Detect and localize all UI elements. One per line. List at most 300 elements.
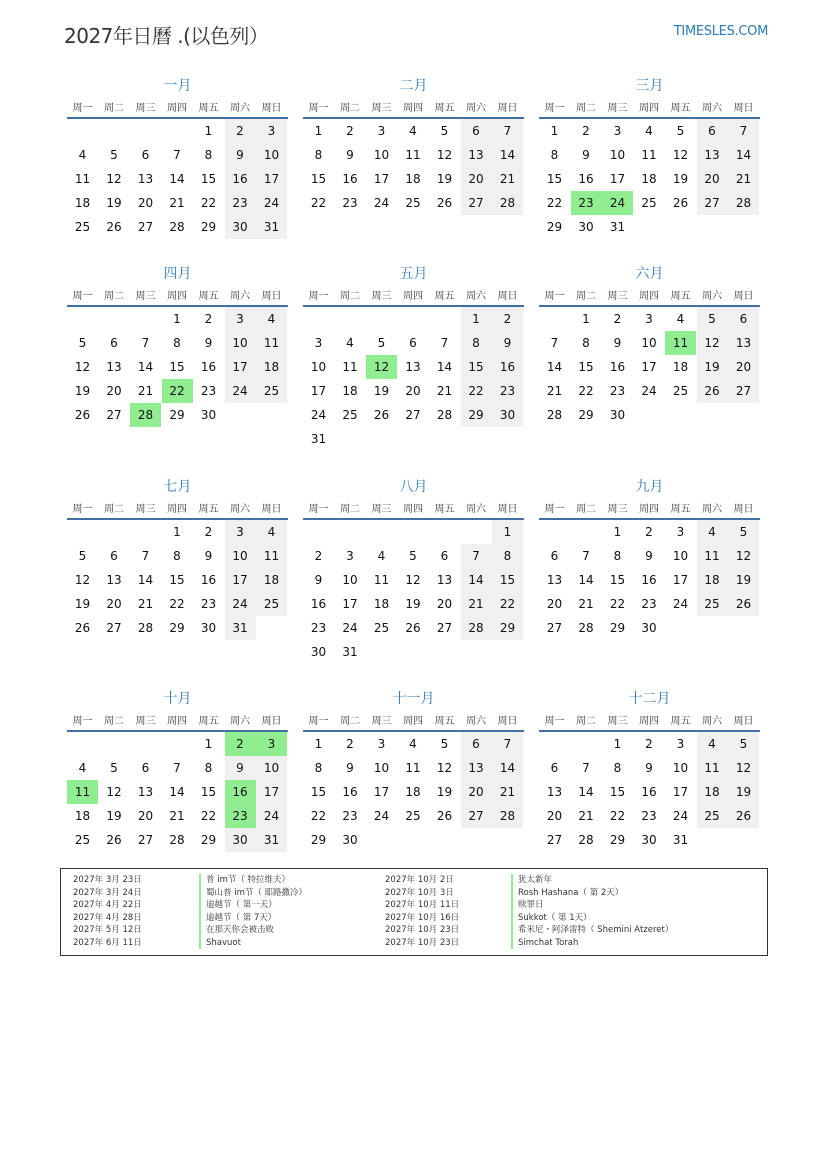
day-cell: 6 (110, 336, 118, 350)
day-cell: 13 (461, 756, 492, 780)
weekday-label: 周六 (466, 291, 486, 302)
weekday-label: 周四 (639, 291, 659, 302)
weekday-label: 周六 (702, 716, 722, 727)
day-cell: 23 (310, 621, 327, 635)
day-cell: 27 (106, 408, 122, 422)
day-cell: 19 (697, 355, 728, 379)
holiday-name: 蜀山普 im节（ 耶路撒冷） (199, 887, 307, 900)
weekday-label: 周六 (230, 716, 250, 727)
day-cell: 6 (728, 307, 759, 331)
day-cell: 16 (200, 360, 217, 374)
day-cell: 20 (697, 167, 728, 191)
day-cell: 21 (492, 780, 523, 804)
month-name: 十月 (163, 691, 192, 707)
day-cell: 16 (641, 785, 657, 799)
day-cell: 1 (173, 525, 181, 539)
weekday-label: 周六 (230, 103, 250, 114)
day-cell: 31 (256, 215, 287, 239)
holiday-name: Sukkot（ 第 1天） (511, 912, 592, 925)
day-cell: 7 (728, 119, 759, 143)
day-cell: 3 (645, 312, 653, 326)
day-cell: 29 (492, 616, 523, 640)
day-cell: 5 (409, 549, 417, 563)
day-cell: 10 (256, 143, 287, 167)
day-cell: 7 (173, 761, 181, 775)
weekday-label: 周二 (104, 716, 124, 727)
month-name: 十二月 (628, 691, 671, 707)
weekday-label: 周一 (544, 504, 565, 515)
day-cell: 19 (436, 172, 453, 186)
day-cell: 8 (173, 336, 181, 350)
day-cell: 1 (314, 124, 323, 138)
day-cell: 3 (613, 124, 622, 138)
holiday-date: 2027年 4月 22日 (73, 900, 142, 910)
weekday-header (303, 97, 524, 119)
holiday-name: 犹太新年 (511, 874, 552, 887)
day-cell: 18 (256, 355, 287, 379)
day-cell: 19 (74, 597, 91, 611)
day-cell: 24 (225, 592, 256, 616)
day-cell: 16 (609, 360, 626, 374)
day-cell: 12 (728, 544, 759, 568)
day-cell: 1 (582, 312, 590, 326)
weekday-label: 周四 (167, 504, 187, 515)
day-cell: 2 (314, 549, 323, 563)
day-cell: 15 (578, 360, 594, 374)
day-cell: 31 (310, 432, 327, 446)
weekday-label: 周二 (340, 716, 360, 727)
day-cell: 5 (440, 124, 449, 138)
day-cell: 30 (578, 220, 594, 234)
day-cell: 1 (492, 520, 523, 544)
day-cell: 21 (169, 196, 185, 210)
day-cell: 5 (110, 148, 118, 162)
day-cell: 24 (256, 804, 287, 828)
day-cell: 28 (436, 408, 453, 422)
weekday-header (539, 710, 760, 732)
day-cell: 19 (405, 597, 421, 611)
legend-row (73, 912, 393, 925)
day-cell: 18 (405, 172, 421, 186)
day-cell: 9 (645, 549, 653, 563)
month-name: 八月 (399, 479, 428, 495)
day-cell: 2 (346, 737, 354, 751)
day-cell: 7 (492, 119, 523, 143)
day-cell: 15 (609, 785, 626, 799)
month-name: 十一月 (392, 691, 435, 707)
weekday-label: 周五 (434, 291, 455, 302)
weekday-label: 周一 (308, 504, 329, 515)
weekday-label: 周六 (230, 291, 250, 302)
day-cell: 6 (461, 732, 492, 756)
day-cell: 20 (546, 597, 563, 611)
day-cell: 13 (106, 573, 122, 587)
day-cell: 2 (225, 732, 256, 756)
day-cell: 21 (728, 167, 759, 191)
day-cell: 19 (728, 780, 759, 804)
day-cell: 13 (697, 143, 728, 167)
day-cell: 26 (373, 408, 390, 422)
day-cell: 9 (645, 761, 653, 775)
legend-row (385, 912, 765, 925)
day-cell: 30 (200, 408, 217, 422)
day-cell: 6 (550, 761, 559, 775)
day-cell: 20 (137, 809, 154, 823)
day-cell: 9 (225, 143, 256, 167)
day-cell: 13 (728, 331, 759, 355)
day-cell: 12 (106, 785, 122, 799)
day-cell: 13 (546, 785, 563, 799)
day-cell: 12 (697, 331, 728, 355)
day-cell: 25 (74, 220, 91, 234)
day-cell: 23 (492, 379, 523, 403)
weekday-label: 周五 (198, 103, 219, 114)
day-cell: 21 (578, 597, 594, 611)
day-cell: 12 (366, 355, 397, 379)
day-cell: 26 (697, 379, 728, 403)
holiday-name: 赎罪日 (511, 899, 544, 912)
day-cell: 2 (204, 525, 213, 539)
weekday-label: 周五 (670, 504, 691, 515)
weekday-label: 周二 (104, 103, 124, 114)
day-cell: 15 (310, 785, 327, 799)
day-cell: 28 (728, 191, 759, 215)
day-cell: 5 (728, 732, 759, 756)
holiday-date: 2027年 5月 12日 (73, 925, 142, 935)
day-cell: 2 (225, 119, 256, 143)
day-cell: 8 (582, 336, 590, 350)
day-cell: 8 (613, 549, 622, 563)
weekday-label: 周日 (733, 103, 754, 114)
day-cell: 3 (256, 119, 287, 143)
day-cell: 22 (546, 196, 563, 210)
day-cell: 6 (110, 549, 118, 563)
weekday-label: 周一 (72, 103, 93, 114)
day-cell: 13 (461, 143, 492, 167)
day-cell: 25 (405, 196, 421, 210)
day-cell: 7 (582, 761, 590, 775)
day-cell: 24 (342, 621, 358, 635)
day-cell: 10 (373, 761, 390, 775)
day-cell: 5 (78, 549, 87, 563)
weekday-header (67, 285, 288, 307)
day-cell: 26 (728, 804, 759, 828)
holiday-date: 2027年 10月 23日 (385, 925, 460, 935)
weekday-label: 周四 (403, 504, 423, 515)
weekday-label: 周日 (733, 716, 754, 727)
weekday-label: 周三 (371, 504, 392, 515)
day-cell: 8 (314, 761, 323, 775)
day-cell: 4 (409, 737, 417, 751)
day-cell: 20 (461, 167, 492, 191)
day-cell: 26 (436, 196, 453, 210)
day-cell: 15 (200, 172, 217, 186)
weekday-header (539, 285, 760, 307)
weekday-label: 周四 (639, 504, 659, 515)
day-cell: 10 (641, 336, 657, 350)
day-cell: 23 (641, 597, 657, 611)
day-cell: 23 (200, 384, 217, 398)
day-cell: 16 (342, 785, 358, 799)
day-cell: 17 (342, 597, 358, 611)
day-cell: 25 (256, 379, 287, 403)
weekday-label: 周五 (434, 504, 455, 515)
day-cell: 4 (697, 520, 728, 544)
holiday-date: 2027年 10月 11日 (385, 900, 460, 910)
day-cell: 21 (436, 384, 453, 398)
day-cell: 28 (130, 403, 161, 427)
day-cell: 10 (672, 761, 689, 775)
day-cell: 13 (137, 785, 154, 799)
weekday-label: 周一 (308, 291, 329, 302)
day-cell: 29 (169, 408, 185, 422)
day-cell: 22 (200, 196, 217, 210)
holiday-name: 逾越节（ 第 7天） (199, 912, 276, 925)
day-cell: 26 (405, 621, 421, 635)
holiday-date: 2027年 4月 28日 (73, 912, 142, 923)
day-cell: 23 (571, 191, 602, 215)
day-cell: 27 (461, 804, 492, 828)
day-cell: 17 (373, 172, 390, 186)
weekday-label: 周一 (72, 291, 93, 302)
day-cell: 11 (67, 780, 98, 804)
day-cell: 18 (641, 172, 657, 186)
day-cell: 14 (137, 360, 154, 374)
day-cell: 17 (641, 360, 657, 374)
day-cell: 18 (256, 568, 287, 592)
weekday-label: 周二 (576, 504, 596, 515)
day-cell: 23 (342, 196, 358, 210)
day-cell: 19 (373, 384, 390, 398)
weekday-label: 周五 (198, 716, 219, 727)
day-cell: 14 (578, 573, 594, 587)
month-name: 五月 (399, 266, 428, 282)
day-cell: 13 (405, 360, 421, 374)
day-cell: 24 (373, 809, 390, 823)
day-cell: 1 (461, 307, 492, 331)
day-cell: 29 (578, 408, 594, 422)
legend-row (385, 899, 765, 912)
day-cell: 3 (676, 737, 685, 751)
day-cell: 29 (609, 833, 626, 847)
day-cell: 22 (169, 597, 185, 611)
day-cell: 15 (310, 172, 327, 186)
weekday-label: 周四 (639, 103, 659, 114)
weekday-header (539, 498, 760, 520)
day-cell: 8 (204, 761, 213, 775)
day-cell: 17 (256, 167, 287, 191)
day-cell: 18 (74, 196, 91, 210)
weekday-label: 周三 (371, 716, 392, 727)
day-cell: 9 (492, 331, 523, 355)
weekday-label: 周二 (340, 504, 360, 515)
day-cell: 27 (546, 833, 563, 847)
weekday-header (67, 97, 288, 119)
holiday-name: 希米尼・阿泽雷特（ Shemini Atzeret） (511, 924, 673, 937)
day-cell: 3 (377, 737, 386, 751)
day-cell: 4 (256, 307, 287, 331)
day-cell: 14 (492, 756, 523, 780)
day-cell: 21 (137, 597, 154, 611)
weekday-label: 周日 (497, 103, 518, 114)
day-cell: 4 (78, 761, 87, 775)
legend-row (385, 924, 765, 937)
day-cell: 10 (672, 549, 689, 563)
day-cell: 11 (641, 148, 657, 162)
day-cell: 20 (106, 384, 122, 398)
day-cell: 4 (377, 549, 386, 563)
weekday-label: 周三 (135, 291, 156, 302)
day-cell: 5 (728, 520, 759, 544)
day-cell: 17 (225, 355, 256, 379)
day-cell: 26 (672, 196, 689, 210)
day-cell: 29 (169, 621, 185, 635)
day-cell: 24 (672, 809, 689, 823)
day-cell: 6 (141, 148, 150, 162)
day-cell: 8 (314, 148, 323, 162)
day-cell: 5 (440, 737, 449, 751)
weekday-label: 周二 (576, 291, 596, 302)
day-cell: 2 (613, 312, 622, 326)
weekday-header (67, 710, 288, 732)
day-cell: 26 (728, 592, 759, 616)
day-cell: 22 (200, 809, 217, 823)
day-cell: 25 (672, 384, 689, 398)
day-cell: 27 (728, 379, 759, 403)
day-cell: 4 (256, 520, 287, 544)
day-cell: 28 (578, 833, 594, 847)
day-cell: 1 (173, 312, 181, 326)
holiday-date: 2027年 10月 2日 (385, 875, 454, 885)
day-cell: 11 (697, 756, 728, 780)
day-cell: 21 (137, 384, 154, 398)
day-cell: 22 (310, 196, 327, 210)
day-cell: 9 (346, 761, 354, 775)
day-cell: 13 (106, 360, 122, 374)
day-cell: 3 (225, 520, 256, 544)
weekday-label: 周一 (544, 291, 565, 302)
day-cell: 15 (169, 573, 185, 587)
day-cell: 16 (310, 597, 327, 611)
day-cell: 29 (200, 833, 217, 847)
day-cell: 1 (204, 737, 213, 751)
day-cell: 31 (342, 645, 358, 659)
day-cell: 23 (609, 384, 626, 398)
day-cell: 3 (377, 124, 386, 138)
day-cell: 17 (609, 172, 626, 186)
day-cell: 5 (78, 336, 87, 350)
day-cell: 17 (672, 785, 689, 799)
day-cell: 4 (346, 336, 354, 350)
weekday-label: 周三 (371, 103, 392, 114)
day-cell: 19 (436, 785, 453, 799)
day-cell: 25 (641, 196, 657, 210)
weekday-label: 周六 (702, 291, 722, 302)
weekday-label: 周二 (104, 504, 124, 515)
holiday-name: 普 im节（ 特拉维夫） (199, 874, 290, 887)
day-cell: 7 (141, 549, 150, 563)
month-name: 六月 (635, 266, 664, 282)
weekday-label: 周日 (261, 291, 282, 302)
weekday-label: 周五 (198, 291, 219, 302)
weekday-label: 周三 (607, 504, 628, 515)
day-cell: 24 (641, 384, 657, 398)
holiday-name: Simchat Torah (511, 937, 578, 950)
day-cell: 30 (310, 645, 327, 659)
day-cell: 1 (314, 737, 323, 751)
day-cell: 21 (578, 809, 594, 823)
day-cell: 12 (436, 761, 453, 775)
day-cell: 9 (613, 336, 622, 350)
day-cell: 31 (609, 220, 626, 234)
day-cell: 28 (546, 408, 563, 422)
day-cell: 10 (225, 331, 256, 355)
weekday-label: 周日 (497, 504, 518, 515)
day-cell: 7 (582, 549, 590, 563)
day-cell: 20 (106, 597, 122, 611)
day-cell: 22 (492, 592, 523, 616)
day-cell: 15 (546, 172, 563, 186)
day-cell: 25 (342, 408, 358, 422)
day-cell: 7 (141, 336, 150, 350)
weekday-label: 周日 (733, 504, 754, 515)
day-cell: 24 (672, 597, 689, 611)
day-cell: 23 (641, 809, 657, 823)
holiday-date: 2027年 10月 16日 (385, 912, 460, 923)
weekday-label: 周五 (198, 504, 219, 515)
day-cell: 16 (492, 355, 523, 379)
weekday-label: 周五 (670, 716, 691, 727)
weekday-label: 周三 (607, 716, 628, 727)
day-cell: 27 (106, 621, 122, 635)
day-cell: 29 (546, 220, 563, 234)
weekday-label: 周日 (261, 103, 282, 114)
day-cell: 18 (405, 785, 421, 799)
day-cell: 15 (609, 573, 626, 587)
weekday-label: 周二 (576, 103, 596, 114)
day-cell: 12 (728, 756, 759, 780)
day-cell: 22 (162, 379, 193, 403)
day-cell: 14 (546, 360, 563, 374)
day-cell: 27 (436, 621, 453, 635)
day-cell: 9 (204, 336, 213, 350)
day-cell: 24 (373, 196, 390, 210)
day-cell: 19 (106, 196, 122, 210)
day-cell: 28 (492, 804, 523, 828)
day-cell: 6 (440, 549, 449, 563)
day-cell: 6 (697, 119, 728, 143)
weekday-label: 周日 (733, 291, 754, 302)
legend-row (73, 924, 393, 937)
day-cell: 30 (492, 403, 523, 427)
day-cell: 18 (74, 809, 91, 823)
day-cell: 8 (550, 148, 559, 162)
weekday-label: 周日 (261, 716, 282, 727)
day-cell: 14 (578, 785, 594, 799)
day-cell: 27 (461, 191, 492, 215)
holiday-date: 2027年 10月 3日 (385, 887, 454, 898)
day-cell: 4 (645, 124, 653, 138)
day-cell: 28 (137, 621, 154, 635)
weekday-label: 周三 (135, 504, 156, 515)
weekday-label: 周日 (497, 716, 518, 727)
day-cell: 25 (405, 809, 421, 823)
weekday-label: 周四 (403, 716, 423, 727)
day-cell: 22 (461, 379, 492, 403)
day-cell: 18 (697, 780, 728, 804)
legend-row (73, 874, 393, 887)
day-cell: 25 (74, 833, 91, 847)
